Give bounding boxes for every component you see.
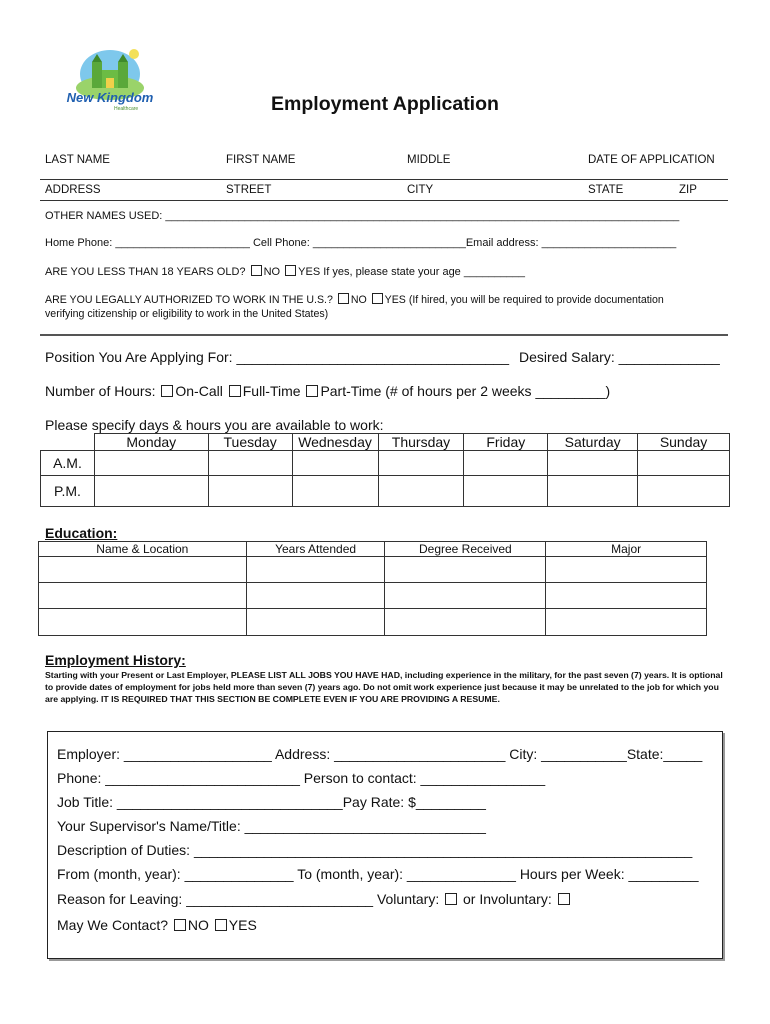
contact-label: May We Contact? xyxy=(57,917,169,933)
legal-no-label: NO xyxy=(350,294,367,306)
desired-salary-field[interactable]: Desired Salary: _____________ xyxy=(519,349,720,365)
schedule-cell[interactable] xyxy=(208,451,292,476)
day-header: Tuesday xyxy=(208,434,292,451)
day-header: Friday xyxy=(464,434,548,451)
date-of-application-label: DATE OF APPLICATION xyxy=(588,154,715,166)
position-field[interactable]: Position You Are Applying For: ___________________________________ xyxy=(45,349,509,365)
education-table xyxy=(38,541,707,636)
reason-line xyxy=(57,891,572,907)
legal-yes-label: YES (If hired, you will be required to provide documentation xyxy=(384,294,664,306)
duties-line[interactable]: Description of Duties: ________________________________________________________________ xyxy=(57,842,693,858)
schedule-cell[interactable] xyxy=(292,451,378,476)
schedule-cell[interactable] xyxy=(638,451,730,476)
education-cell[interactable] xyxy=(385,609,546,636)
zip-label: ZIP xyxy=(679,184,697,196)
part-time-checkbox[interactable] xyxy=(306,385,318,397)
contact-no-label: NO xyxy=(187,917,209,933)
corner-cell xyxy=(41,434,95,451)
part-time-label: Part-Time (# of hours per 2 weeks _________) xyxy=(320,383,611,399)
contact-yes-label: YES xyxy=(228,917,257,933)
under-18-yes-label: YES If yes, please state your age __________ xyxy=(298,266,526,278)
schedule-cell[interactable] xyxy=(94,451,208,476)
other-names-field[interactable]: OTHER NAMES USED: ____________________________________________________________________________________ xyxy=(45,210,680,222)
row-label-am: A.M. xyxy=(41,451,95,476)
contact-line xyxy=(57,917,257,933)
legal-authorization-question xyxy=(45,293,664,306)
dates-line[interactable]: From (month, year): ______________ To (month, year): ______________ Hours per Week: _________ xyxy=(57,866,699,882)
hours-label: Number of Hours: xyxy=(45,383,156,399)
row-label-pm: P.M. xyxy=(41,476,95,507)
education-cell[interactable] xyxy=(385,557,546,583)
schedule-cell[interactable] xyxy=(292,476,378,507)
employer-line[interactable]: Employer: ___________________ Address: ______________________ City: ___________State:_____ xyxy=(57,746,703,762)
availability-table xyxy=(40,433,730,507)
logo-sub: Healthcare xyxy=(114,106,139,112)
education-col-header: Degree Received xyxy=(385,542,546,557)
education-cell[interactable] xyxy=(39,557,247,583)
schedule-cell[interactable] xyxy=(94,476,208,507)
job-title-line[interactable]: Job Title: _____________________________Pay Rate: $_________ xyxy=(57,794,486,810)
first-name-label: FIRST NAME xyxy=(226,154,296,166)
education-cell[interactable] xyxy=(39,583,247,609)
education-col-header: Name & Location xyxy=(39,542,247,557)
education-cell[interactable] xyxy=(246,557,385,583)
under-18-question xyxy=(45,265,525,278)
employment-instructions: Starting with your Present or Last Employer, PLEASE LIST ALL JOBS YOU HAVE HAD, including experience in the military, for the past seven (7) years. It is optional to provide dates of employment for jobs held more than seven (7) years ago. Do not omit work experience just because it may be unrelated to the job for which you are applying. IT IS REQUIRED THAT THIS SECTION BE COMPLETE EVEN IF YOU ARE PROVIDING A RESUME. xyxy=(45,670,723,704)
schedule-cell[interactable] xyxy=(464,451,548,476)
education-cell[interactable] xyxy=(546,609,707,636)
schedule-cell[interactable] xyxy=(378,476,464,507)
divider xyxy=(40,179,728,180)
on-call-label: On-Call xyxy=(175,383,223,399)
schedule-cell[interactable] xyxy=(638,476,730,507)
full-time-label: Full-Time xyxy=(242,383,301,399)
education-cell[interactable] xyxy=(546,583,707,609)
education-cell[interactable] xyxy=(39,609,247,636)
contact-no-checkbox[interactable] xyxy=(174,919,186,931)
employment-history-title: Employment History: xyxy=(45,652,186,668)
middle-label: MIDDLE xyxy=(407,154,451,166)
education-col-header: Major xyxy=(546,542,707,557)
under-18-text: ARE YOU LESS THAN 18 YEARS OLD? xyxy=(45,266,246,278)
under-18-no-label: NO xyxy=(263,266,281,278)
schedule-cell[interactable] xyxy=(548,476,638,507)
supervisor-line[interactable]: Your Supervisor's Name/Title: _______________________________ xyxy=(57,818,486,834)
state-label: STATE xyxy=(588,184,624,196)
on-call-checkbox[interactable] xyxy=(161,385,173,397)
employer-box xyxy=(47,731,723,959)
contact-yes-checkbox[interactable] xyxy=(215,919,227,931)
legal-text: ARE YOU LEGALLY AUTHORIZED TO WORK IN THE U.S.? xyxy=(45,294,333,306)
education-cell[interactable] xyxy=(546,557,707,583)
education-cell[interactable] xyxy=(246,583,385,609)
schedule-cell[interactable] xyxy=(548,451,638,476)
education-cell[interactable] xyxy=(246,609,385,636)
schedule-cell[interactable] xyxy=(464,476,548,507)
under-18-yes-checkbox[interactable] xyxy=(285,265,296,276)
divider xyxy=(40,200,728,201)
logo-brand: New Kingdom xyxy=(66,90,154,105)
day-header: Monday xyxy=(94,434,208,451)
schedule-cell[interactable] xyxy=(208,476,292,507)
section-divider xyxy=(40,334,728,336)
availability-prompt: Please specify days & hours you are available to work: xyxy=(45,417,384,433)
education-cell[interactable] xyxy=(385,583,546,609)
address-label: ADDRESS xyxy=(45,184,101,196)
street-label: STREET xyxy=(226,184,272,196)
day-header: Saturday xyxy=(548,434,638,451)
day-header: Sunday xyxy=(638,434,730,451)
phones-email-field[interactable]: Home Phone: ______________________ Cell Phone: _________________________Email address: ______________________ xyxy=(45,237,677,249)
legal-text-line2: verifying citizenship or eligibility to work in the United States) xyxy=(45,308,329,320)
involuntary-label: or Involuntary: xyxy=(463,891,552,907)
last-name-label: LAST NAME xyxy=(45,154,110,166)
education-title: Education: xyxy=(45,525,118,541)
legal-no-checkbox[interactable] xyxy=(338,293,349,304)
under-18-no-checkbox[interactable] xyxy=(251,265,262,276)
city-label: CITY xyxy=(407,184,434,196)
day-header: Thursday xyxy=(378,434,464,451)
reason-label[interactable]: Reason for Leaving: ________________________ Voluntary: xyxy=(57,891,440,907)
voluntary-checkbox[interactable] xyxy=(445,893,457,905)
education-col-header: Years Attended xyxy=(246,542,385,557)
schedule-cell[interactable] xyxy=(378,451,464,476)
legal-yes-checkbox[interactable] xyxy=(372,293,383,304)
page-title: Employment Application xyxy=(271,93,499,115)
hours-row xyxy=(45,383,610,399)
phone-contact-line[interactable]: Phone: _________________________ Person to contact: ________________ xyxy=(57,770,546,786)
full-time-checkbox[interactable] xyxy=(229,385,241,397)
day-header: Wednesday xyxy=(292,434,378,451)
involuntary-checkbox[interactable] xyxy=(558,893,570,905)
